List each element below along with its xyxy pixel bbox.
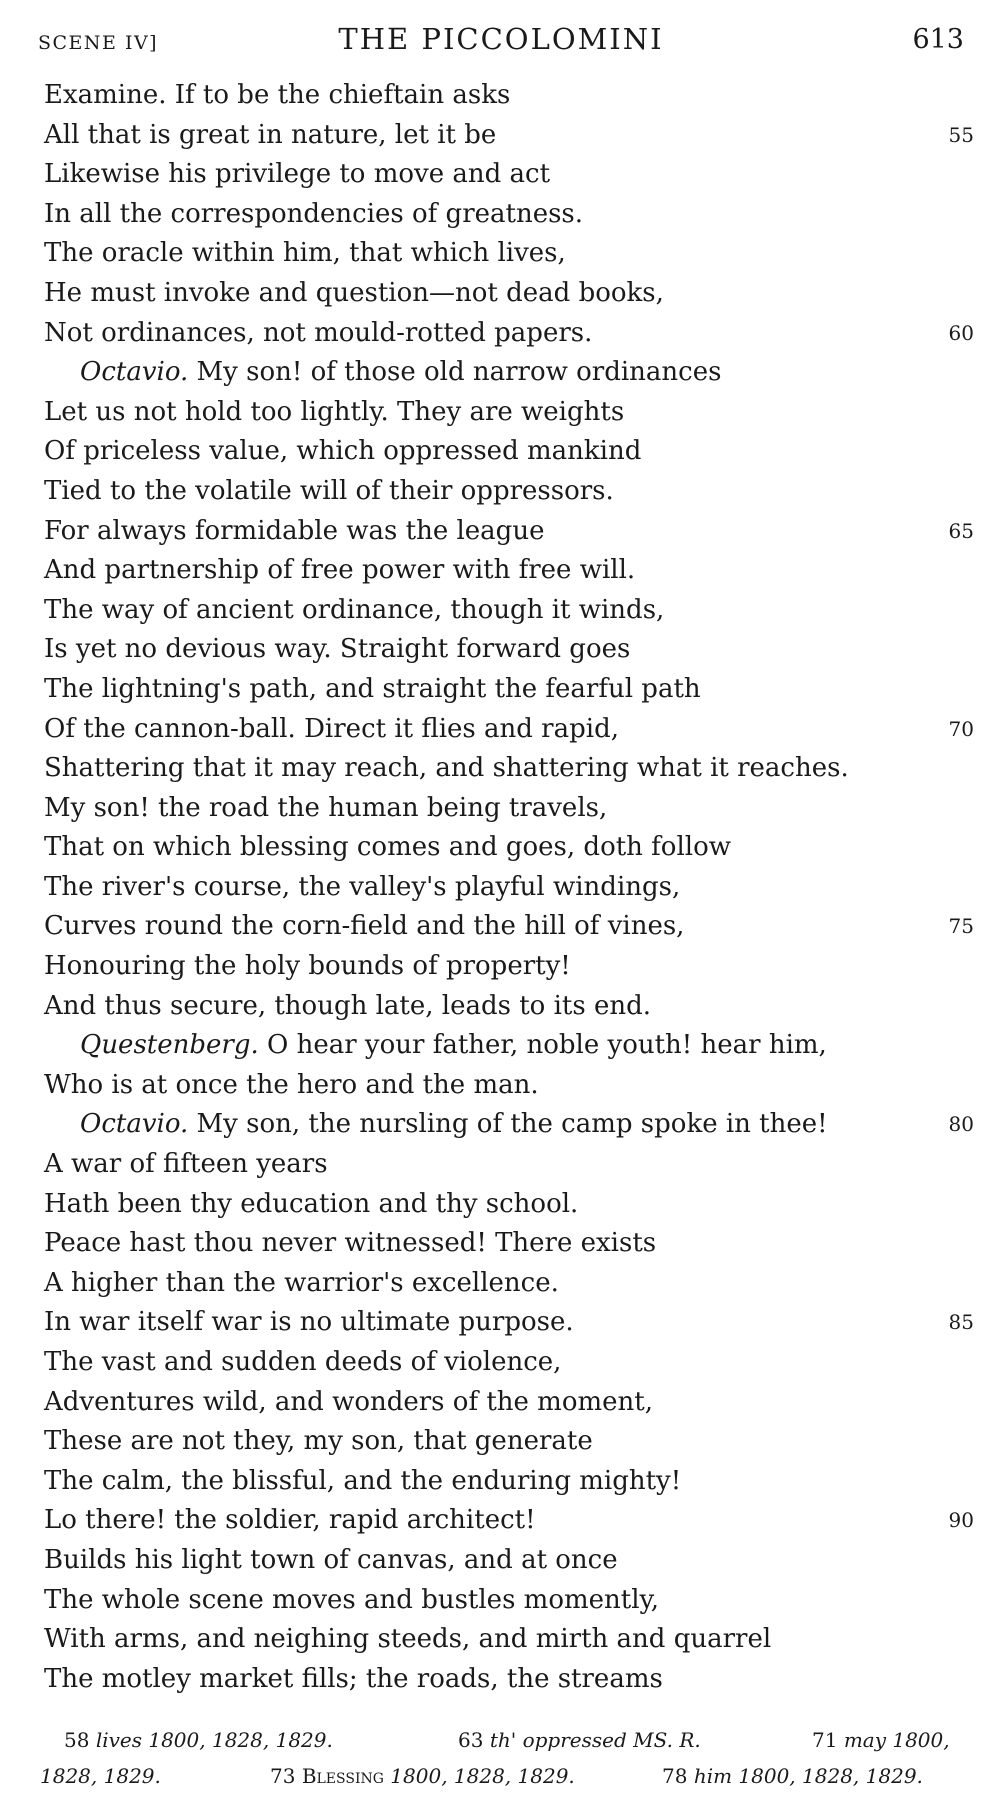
line-number: 90 [948,1508,974,1533]
speaker-name: Octavio. [80,1109,189,1140]
speech-line: Octavio. My son, the nursling of the camp spoke in thee! 80 [44,1105,974,1145]
verse-line: A war of fifteen years [44,1149,328,1180]
verse-line: Tied to the volatile will of their oppressors. [44,475,614,506]
running-head [38,22,964,62]
verse-line: Lo there! the soldier, rapid architect! 90 [44,1501,974,1541]
verse-line: My son! the road the human being travels, [44,792,608,823]
verse-text [44,76,974,1699]
verse-line: The whole scene moves and bustles momently, [44,1584,660,1615]
verse-line: With arms, and neighing steeds, and mirth and quarrel [44,1624,772,1655]
verse-line: Adventures wild, and wonders of the moment, [44,1386,653,1417]
verse-line: In war itself war is no ultimate purpose. 85 [44,1303,974,1343]
verse-line: The motley market fills; the roads, the streams [44,1663,663,1694]
verse-line: The oracle within him, that which lives, [44,238,566,269]
verse-line: The way of ancient ordinance, though it winds, [44,594,665,625]
verse-line: The calm, the blissful, and the enduring mighty! [44,1465,682,1496]
verse-line: For always formidable was the league 65 [44,512,974,552]
verse-line: Examine. If to be the chieftain asks [44,80,511,110]
verse-line: Is yet no devious way. Straight forward goes [44,634,631,665]
line-number: 80 [948,1112,974,1137]
verse-line: Of priceless value, which oppressed mankind [44,436,642,467]
footnote-71-continued: 1828, 1829. [40,1764,161,1788]
footnotes [40,1722,970,1794]
footnote-73: 73 Blessing 1800, 1828, 1829. [270,1764,575,1788]
line-number: 75 [948,914,974,939]
verse-line: Shattering that it may reach, and shattering what it reaches. [44,753,849,784]
speaker-name: Questenberg. [80,1030,259,1061]
verse-line: All that is great in nature, let it be 55 [44,116,974,156]
page-title: THE PICCOLOMINI [338,22,664,56]
footnote-78: 78 him 1800, 1828, 1829. [662,1764,923,1788]
verse-line: Hath been thy education and thy school. [44,1188,579,1219]
speaker-name: Octavio. [80,357,189,388]
verse-line: Let us not hold too lightly. They are weights [44,396,625,427]
verse-line: Honouring the holy bounds of property! [44,951,571,982]
footnote-71: 71 may 1800, [812,1728,950,1752]
footnote-58: 58 lives 1800, 1828, 1829. [64,1728,333,1752]
line-number: 85 [948,1310,974,1335]
verse-line: A higher than the warrior's excellence. [44,1267,559,1298]
verse-line: The lightning's path, and straight the fearful path [44,673,701,704]
verse-line: The vast and sudden deeds of violence, [44,1347,562,1377]
line-number: 65 [948,518,974,543]
verse-line: Not ordinances, not mould-rotted papers. 60 [44,314,974,354]
verse-line: Curves round the corn-field and the hill of vines, 75 [44,907,974,947]
speech-line: Octavio. My son! of those old narrow ordinances [80,357,722,388]
footnote-63: 63 th' oppressed MS. R. [458,1728,701,1752]
verse-line: In all the correspondencies of greatness. [44,198,584,229]
verse-line: And partnership of free power with free will. [44,555,636,586]
verse-line: The river's course, the valley's playful windings, [44,871,681,902]
speech-line: Questenberg. O hear your father, noble youth! hear him, [80,1030,827,1061]
verse-line: Builds his light town of canvas, and at once [44,1544,618,1575]
verse-line: He must invoke and question—not dead books, [44,277,664,308]
scene-label: SCENE IV] [38,32,159,54]
verse-line: Who is at once the hero and the man. [44,1069,539,1100]
line-number: 55 [948,122,974,147]
verse-line: Likewise his privilege to move and act [44,159,551,190]
verse-line: Of the cannon-ball. Direct it flies and rapid, 70 [44,710,974,750]
verse-line: That on which blessing comes and goes, doth follow [44,832,731,863]
page-number: 613 [912,24,964,55]
verse-line: And thus secure, though late, leads to its end. [44,990,652,1021]
line-number: 70 [948,716,974,741]
footnote-line [40,1722,970,1758]
verse-line: Peace hast thou never witnessed! There exists [44,1228,657,1259]
verse-line: These are not they, my son, that generate [44,1426,593,1457]
line-number: 60 [948,320,974,345]
footnote-line [40,1758,970,1794]
